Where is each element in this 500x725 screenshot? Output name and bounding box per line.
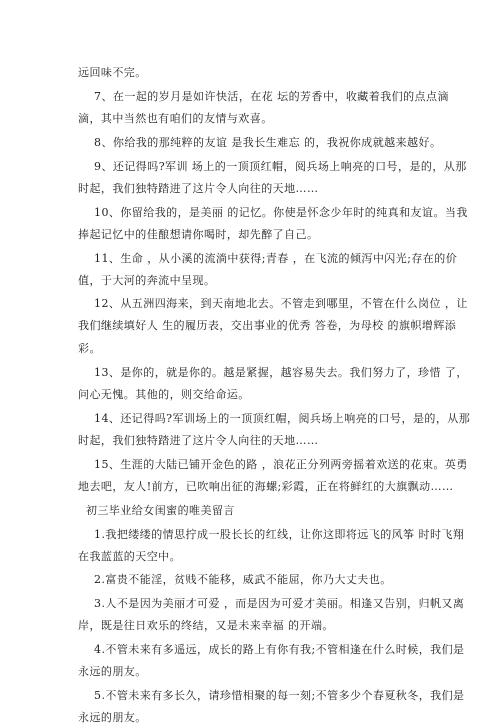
- text-line: 岸，既是往日欢乐的终结，又是未来幸福 的开端。: [78, 619, 334, 632]
- text-line: 时起，我们独特踏进了这片令人向往的天地……: [78, 434, 319, 447]
- text-line: 5.不管未来有多长久，请珍惜相聚的每一刻;不管多少个春夏秋冬，我们是: [94, 689, 465, 702]
- section-heading: 初三毕业给女闺蜜的唯美留言: [86, 504, 235, 517]
- text-line: 3.人不是因为美丽才可爱 ，而是因为可爱才美丽。相逢又告别，归帆又离: [94, 597, 465, 610]
- text-line: 远回味不完。: [78, 66, 147, 79]
- text-line: 在我蓝蓝的天空中。: [78, 550, 182, 563]
- text-line: 1.我把缕缕的情思拧成一股长长的红线，让你这即将远飞的风筝 时时飞翔: [94, 528, 465, 541]
- text-line: 永远的朋友。: [78, 665, 147, 678]
- text-line: 11、生命 ，从小溪的流淌中获得;青春 ，在飞流的倾泻中闪光;存在的价: [94, 252, 458, 265]
- text-line: 4.不管未来有多遥远，成长的路上有你有我;不管相逢在什么时候，我们是: [94, 643, 465, 656]
- text-line: 值，于大河的奔流中呈现。: [78, 274, 216, 287]
- text-line: 彩。: [78, 342, 101, 355]
- text-line: 10、你留给我的，是美丽 的记忆。你使是怀念少年时的纯真和友谊。当我: [94, 206, 468, 219]
- text-line: 15、生涯的大陆已铺开金色的路 ，浪花正分列两旁摇着欢送的花束。英勇: [94, 458, 468, 471]
- text-line: 14、还记得吗?军训场上的一顶顶红帽，阅兵场上响亮的口号，是的，从那: [94, 412, 471, 425]
- text-line: 9、还记得吗?军训 场上的一顶顶红帽，阅兵场上响亮的口号，是的，从那: [94, 160, 467, 173]
- text-line: 12、从五洲四海来，到天南地北去。不管走到哪里，不管在什么岗位 ，让: [94, 297, 468, 310]
- text-line: 问心无愧。其他的，则交给命运。: [78, 388, 250, 401]
- text-line: 地去吧，友人!前方，已吹响出征的海螺;彩霞，正在将鲜红的大旗飘动……: [78, 480, 454, 493]
- text-line: 时起，我们独特踏进了这片令人向往的天地……: [78, 182, 319, 195]
- text-line: 13、是你的，就是你的。越是紧握，越容易失去。我们努力了，珍惜 了，: [94, 366, 468, 379]
- text-line: 8、你给我的那纯粹的友谊 是我长生难忘 的，我祝你成就越来越好。: [94, 136, 442, 149]
- text-line: 滴，其中当然也有咱们的友情与欢喜。: [78, 112, 273, 125]
- text-line: 7、在一起的岁月是如许快活，在花 坛的芳香中，收藏着我们的点点滴: [94, 90, 449, 103]
- text-line: 捧起记忆中的佳酿想请你喝时，却先醉了自己。: [78, 228, 319, 241]
- text-line: 我们继续填好人 生的履历表，交出事业的优秀 答卷，为母校 的旗帜增辉添: [78, 319, 457, 332]
- text-line: 2.富贵不能淫，贫贱不能移，威武不能屈，你乃大丈夫也。: [94, 573, 392, 586]
- text-line: 永远的朋友。: [78, 711, 147, 724]
